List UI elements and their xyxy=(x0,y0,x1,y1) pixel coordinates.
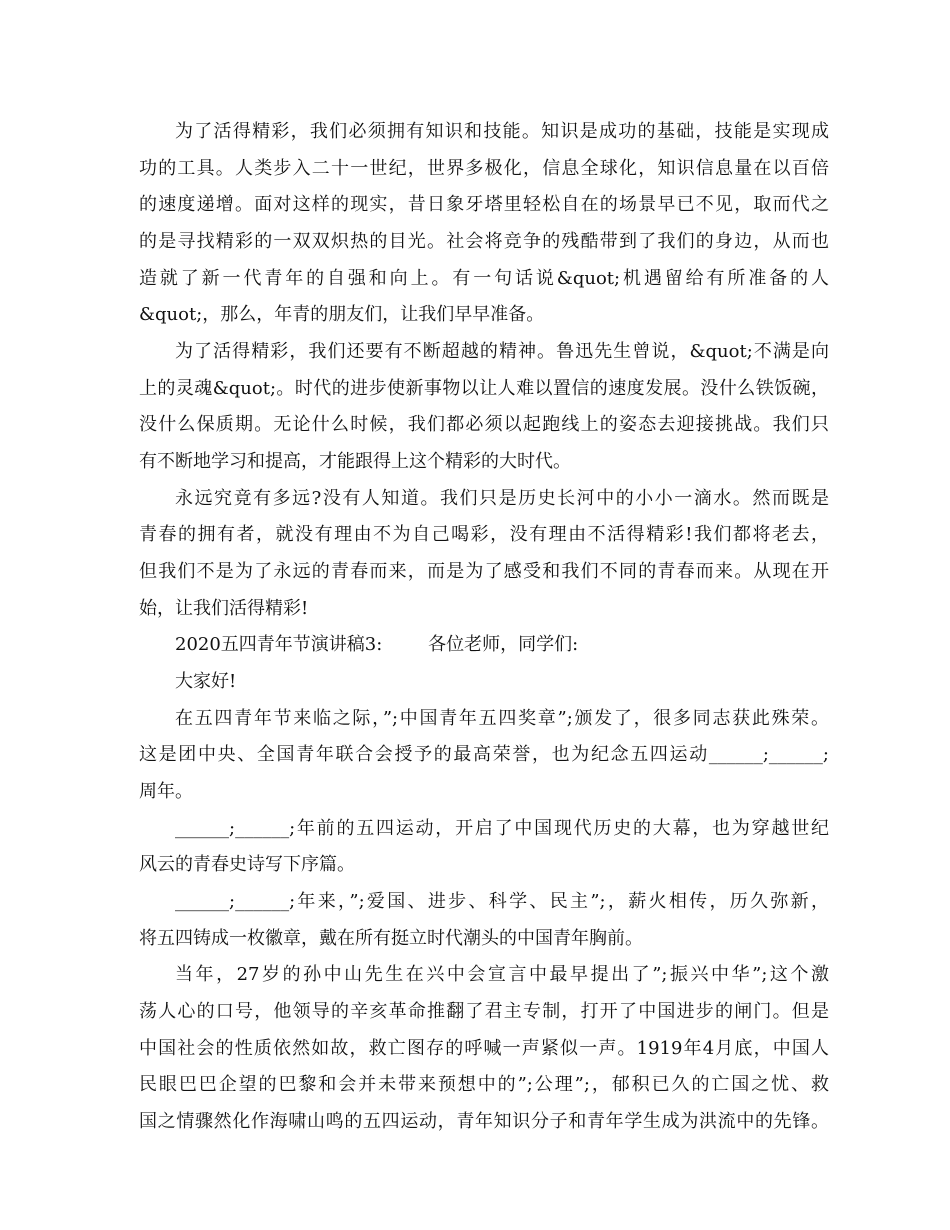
text-line: ______;______;年来，”;爱国、进步、科学、民主”;，薪火相传，历久弥新， xyxy=(175,891,829,912)
text-line: 荡人心的口号，他领导的辛亥革命推翻了君主专制，打开了中国进步的闸门。但是 xyxy=(139,1001,829,1022)
text-line: 在五四青年节来临之际，”;中国青年五四奖章”;颁发了，很多同志获此殊荣。 xyxy=(175,708,829,729)
text-line: 的速度递增。面对这样的现实，昔日象牙塔里轻松自在的场景早已不见，取而代之 xyxy=(139,194,829,215)
text-line: 永远究竟有多远?没有人知道。我们只是历史长河中的小小一滴水。然而既是 xyxy=(175,488,829,509)
section-heading: 2020五四青年节演讲稿3: 各位老师，同学们: xyxy=(175,634,579,655)
text-line: 国之情骤然化作海啸山鸣的五四运动，青年知识分子和青年学生成为洪流中的先锋。 xyxy=(139,1111,829,1132)
text-line: 中国社会的性质依然如故，救亡图存的呼喊一声紧似一声。1919年4月底，中国人 xyxy=(139,1038,829,1059)
text-line: 风云的青春史诗写下序篇。 xyxy=(139,854,355,875)
text-line: 的是寻找精彩的一双双炽热的目光。社会将竞争的残酷带到了我们的身边，从而也 xyxy=(139,231,829,252)
text-line: 有不断地学习和提高，才能跟得上这个精彩的大时代。 xyxy=(139,451,571,472)
text-line: 造就了新一代青年的自强和向上。有一句话说&quot;机遇留给有所准备的人 xyxy=(139,268,829,289)
text-line: ______;______;年前的五四运动，开启了中国现代历史的大幕，也为穿越世纪 xyxy=(175,818,829,839)
text-line: 功的工具。人类步入二十一世纪，世界多极化，信息全球化，知识信息量在以百倍 xyxy=(139,158,829,179)
text-line: 将五四铸成一枚徽章，戴在所有挺立时代潮头的中国青年胸前。 xyxy=(139,928,643,949)
text-line: &quot;，那么，年青的朋友们，让我们早早准备。 xyxy=(139,304,545,325)
greeting-line: 大家好! xyxy=(175,671,237,692)
text-line: 这是团中央、全国青年联合会授予的最高荣誉，也为纪念五四运动______;______; xyxy=(139,744,829,765)
text-line: 但我们不是为了永远的青春而来，而是为了感受和我们不同的青春而来。从现在开 xyxy=(139,561,829,582)
text-line: 当年，27岁的孙中山先生在兴中会宣言中最早提出了”;振兴中华”;这个激 xyxy=(175,964,829,985)
text-line: 民眼巴巴企望的巴黎和会并未带来预想中的”;公理”;，郁积已久的亡国之忧、救 xyxy=(139,1074,829,1095)
text-line: 没什么保质期。无论什么时候，我们都必须以起跑线上的姿态去迎接挑战。我们只 xyxy=(139,414,829,435)
text-line: 为了活得精彩，我们必须拥有知识和技能。知识是成功的基础，技能是实现成 xyxy=(175,121,829,142)
text-line: 青春的拥有者，就没有理由不为自己喝彩，没有理由不活得精彩!我们都将老去， xyxy=(139,524,829,545)
text-line: 周年。 xyxy=(139,781,193,802)
text-line: 为了活得精彩，我们还要有不断超越的精神。鲁迅先生曾说，&quot;不满是向 xyxy=(175,341,829,362)
text-line: 上的灵魂&quot;。时代的进步使新事物以让人难以置信的速度发展。没什么铁饭碗， xyxy=(139,378,829,399)
text-line: 始，让我们活得精彩! xyxy=(139,598,309,619)
